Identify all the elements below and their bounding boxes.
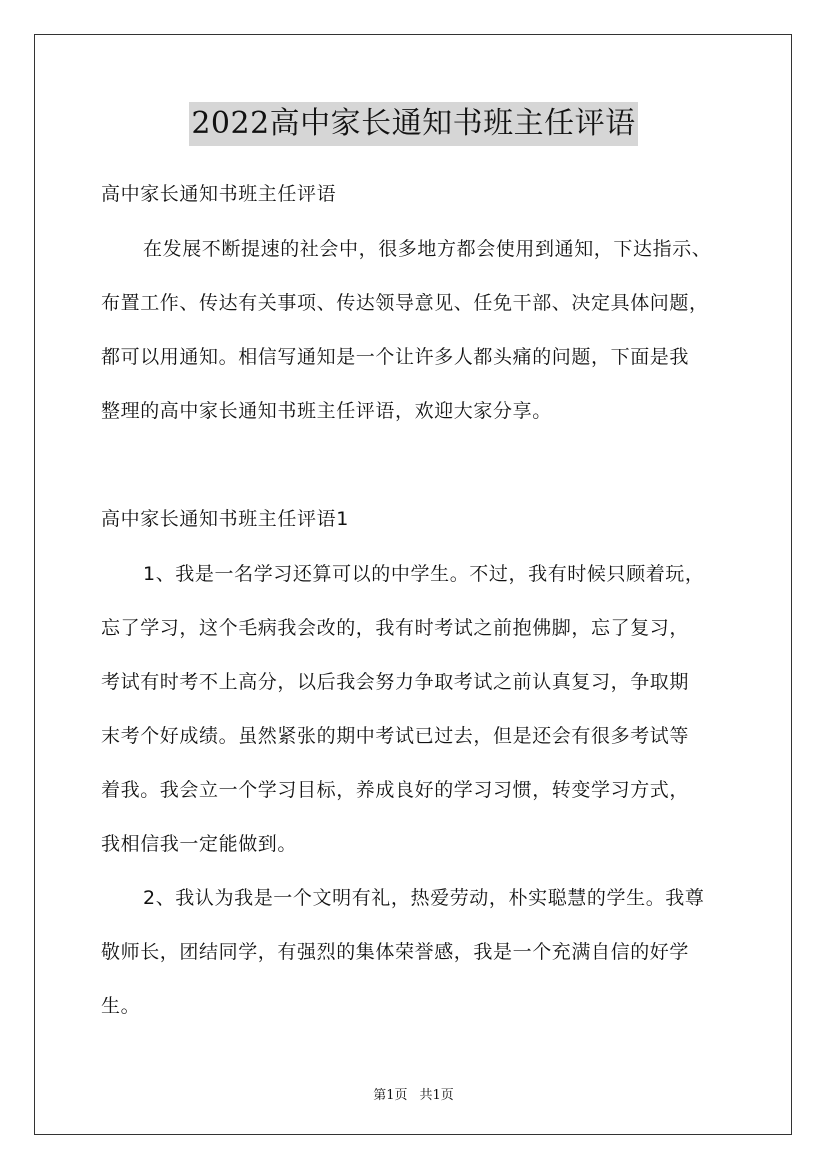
item1-line: 1、我是一名学习还算可以的中学生。不过，我有时候只顾着玩， bbox=[143, 563, 705, 585]
intro-line: 整理的高中家长通知书班主任评语，欢迎大家分享。 bbox=[101, 400, 552, 422]
page-footer bbox=[0, 1084, 827, 1103]
intro-line: 在发展不断提速的社会中，很多地方都会使用到通知，下达指示、 bbox=[143, 238, 712, 260]
item1-line: 末考个好成绩。虽然紧张的期中考试已过去，但是还会有很多考试等 bbox=[101, 725, 690, 747]
intro-line: 布置工作、传达有关事项、传达领导意见、任免干部、决定具体问题， bbox=[101, 292, 709, 314]
document-subtitle: 高中家长通知书班主任评语 bbox=[101, 183, 337, 205]
section-heading: 高中家长通知书班主任评语1 bbox=[101, 508, 349, 530]
document-title: 2022高中家长通知书班主任评语 bbox=[189, 102, 637, 146]
item2-line: 2、我认为我是一个文明有礼，热爱劳动，朴实聪慧的学生。我尊 bbox=[143, 887, 705, 909]
page-total: 共1页 bbox=[419, 1088, 454, 1103]
item2-line: 敬师长，团结同学，有强烈的集体荣誉感，我是一个充满自信的好学 bbox=[101, 941, 690, 963]
item1-line: 考试有时考不上高分，以后我会努力争取考试之前认真复习，争取期 bbox=[101, 671, 690, 693]
item1-line: 我相信我一定能做到。 bbox=[101, 833, 298, 855]
page-number: 第1页 bbox=[373, 1088, 408, 1103]
title-container bbox=[0, 102, 827, 146]
item1-line: 着我。我会立一个学习目标，养成良好的学习习惯，转变学习方式， bbox=[101, 779, 690, 801]
item1-line: 忘了学习，这个毛病我会改的，我有时考试之前抱佛脚，忘了复习， bbox=[101, 617, 690, 639]
item2-line: 生。 bbox=[101, 995, 141, 1017]
intro-line: 都可以用通知。相信写通知是一个让许多人都头痛的问题，下面是我 bbox=[101, 346, 690, 368]
